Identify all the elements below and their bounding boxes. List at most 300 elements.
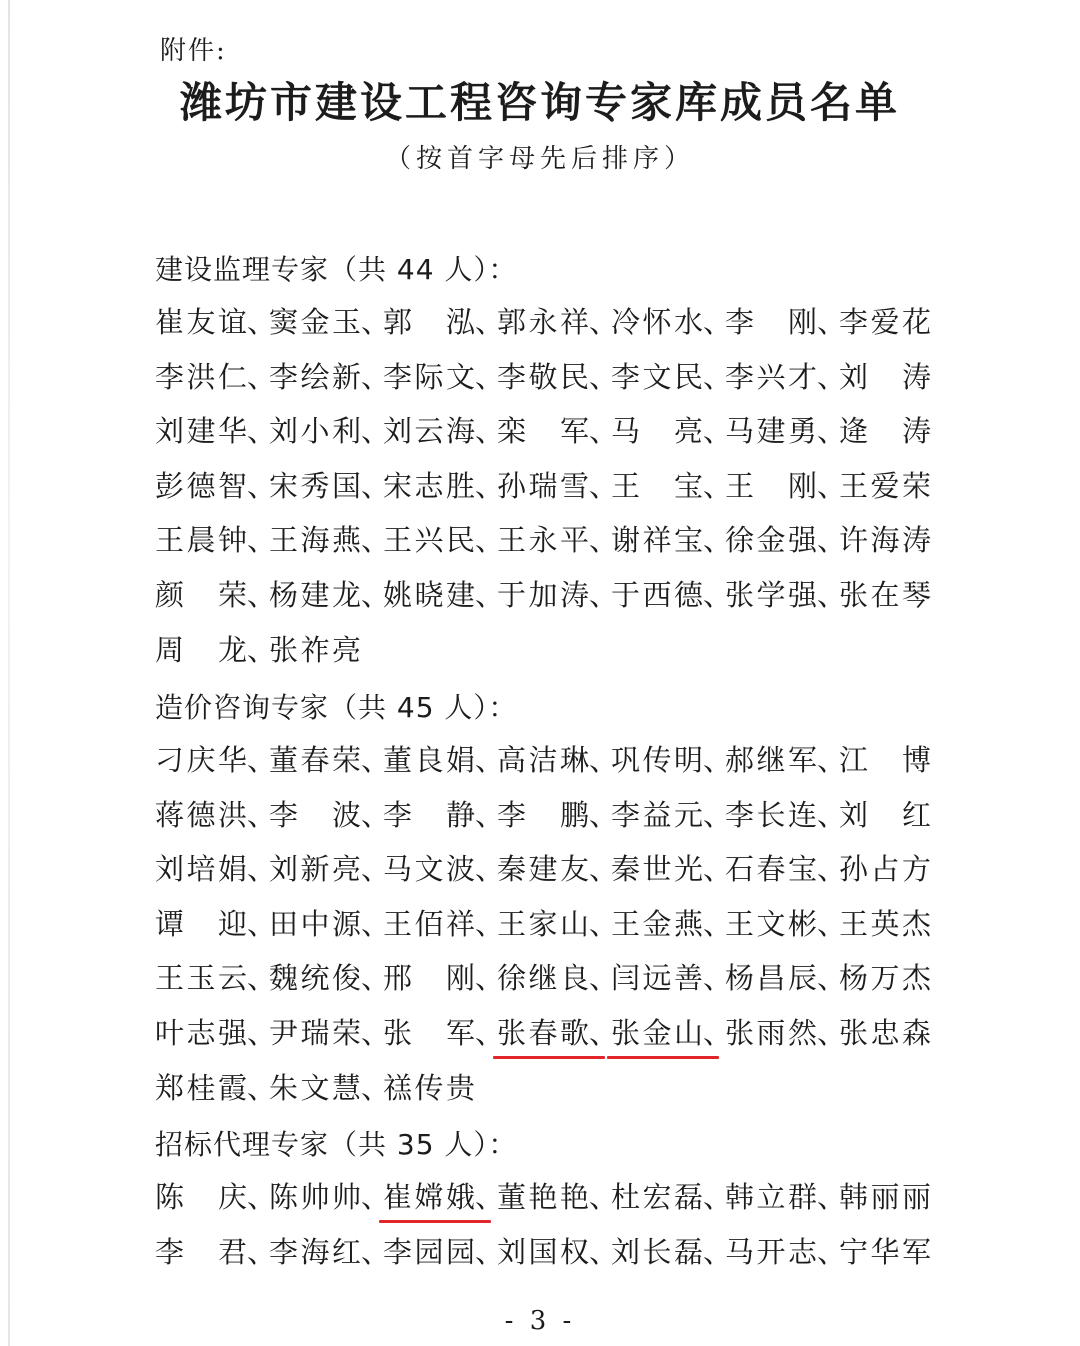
separator: 、 xyxy=(589,1234,619,1269)
expert-name-entry xyxy=(497,1232,619,1272)
separator: 、 xyxy=(817,468,847,503)
separator: 、 xyxy=(589,414,619,449)
expert-name: 马开志 xyxy=(725,1234,817,1269)
separator: 、 xyxy=(361,1180,391,1214)
expert-name-entry xyxy=(725,302,847,342)
red-underline-mark xyxy=(379,1220,491,1223)
expert-name-entry xyxy=(725,1013,847,1053)
separator: 、 xyxy=(475,1180,505,1214)
expert-name: 李绘新 xyxy=(269,359,361,394)
separator: 、 xyxy=(589,1180,619,1214)
expert-name-entry xyxy=(725,958,847,998)
separator: 、 xyxy=(475,305,505,339)
expert-name: 李静 xyxy=(383,797,475,832)
separator: 、 xyxy=(247,852,277,887)
separator: 、 xyxy=(361,1070,391,1105)
expert-name-entry xyxy=(155,849,277,889)
expert-name: 谢祥宝 xyxy=(611,523,703,558)
expert-name-entry xyxy=(497,411,619,451)
red-underline-mark xyxy=(607,1056,719,1059)
expert-name-entry xyxy=(839,575,953,615)
expert-name: 李文民 xyxy=(611,359,703,394)
expert-name: 李益元 xyxy=(611,797,703,832)
expert-name-entry xyxy=(383,958,505,998)
expert-name-entry xyxy=(383,1177,505,1217)
expert-name-entry xyxy=(611,411,733,451)
separator: 、 xyxy=(247,632,277,667)
separator: 、 xyxy=(817,578,847,612)
expert-name: 王永平 xyxy=(497,523,589,558)
expert-name-entry xyxy=(497,958,619,998)
separator: 、 xyxy=(817,1016,847,1050)
separator: 、 xyxy=(247,797,277,832)
expert-name: 王佰祥 xyxy=(383,906,475,941)
expert-name: 王家山 xyxy=(497,906,589,941)
expert-name: 张在琴 xyxy=(839,578,931,612)
separator: 、 xyxy=(817,414,847,449)
expert-name-entry xyxy=(611,904,733,944)
expert-name: 李爱花 xyxy=(839,305,931,339)
separator: 、 xyxy=(247,743,277,777)
expert-name: 韩丽丽 xyxy=(839,1180,931,1214)
separator: 、 xyxy=(817,1180,847,1214)
expert-name-entry xyxy=(611,1177,733,1217)
expert-name-entry xyxy=(383,575,505,615)
expert-name: 刘建华 xyxy=(155,414,247,449)
separator: 、 xyxy=(703,852,733,887)
expert-name-entry xyxy=(269,795,391,835)
expert-name-entry xyxy=(269,740,391,780)
expert-name: 张春歌 xyxy=(497,1016,589,1050)
expert-name: 刘新亮 xyxy=(269,852,361,887)
expert-name: 陈庆 xyxy=(155,1180,247,1214)
expert-name: 宁华军 xyxy=(839,1234,931,1269)
separator: 、 xyxy=(589,468,619,503)
expert-name: 董春荣 xyxy=(269,743,361,777)
expert-name: 巩传明 xyxy=(611,743,703,777)
expert-name-entry xyxy=(269,357,391,397)
expert-name-entry xyxy=(725,575,847,615)
expert-name-entry xyxy=(839,1013,953,1053)
expert-name: 崔友谊 xyxy=(155,305,247,339)
expert-name-entry xyxy=(497,904,619,944)
separator: 、 xyxy=(475,359,505,394)
separator: 、 xyxy=(817,743,847,777)
expert-name-entry xyxy=(383,795,505,835)
separator: 、 xyxy=(589,359,619,394)
expert-name: 徐金强 xyxy=(725,523,817,558)
expert-name: 张学强 xyxy=(725,578,817,612)
page-number: - 3 - xyxy=(504,1306,576,1336)
expert-name-entry xyxy=(611,302,733,342)
separator: 、 xyxy=(817,523,847,558)
separator: 、 xyxy=(817,1234,847,1269)
separator: 、 xyxy=(247,578,277,612)
expert-name: 许海涛 xyxy=(839,523,931,558)
expert-name: 魏统俊 xyxy=(269,961,361,996)
expert-name-entry xyxy=(155,520,277,560)
separator: 、 xyxy=(703,523,733,558)
expert-name-entry xyxy=(269,849,391,889)
expert-name: 崔嫦娥 xyxy=(383,1180,475,1214)
separator: 、 xyxy=(247,468,277,503)
separator: 、 xyxy=(361,468,391,503)
separator: 、 xyxy=(703,961,733,996)
separator: 、 xyxy=(247,523,277,558)
expert-name: 杨万杰 xyxy=(839,961,931,996)
expert-name-entry xyxy=(155,904,277,944)
expert-name-entry xyxy=(269,958,391,998)
expert-name-entry xyxy=(611,520,733,560)
expert-name-entry xyxy=(497,520,619,560)
expert-name: 石春宝 xyxy=(725,852,817,887)
expert-name-entry xyxy=(383,520,505,560)
expert-name: 刘红 xyxy=(839,797,931,832)
separator: 、 xyxy=(817,961,847,996)
expert-name: 宋志胜 xyxy=(383,468,475,503)
separator: 、 xyxy=(817,906,847,941)
separator: 、 xyxy=(703,906,733,941)
expert-name-entry xyxy=(269,575,391,615)
expert-name-entry xyxy=(383,466,505,506)
expert-name-entry xyxy=(839,466,953,506)
expert-name-entry xyxy=(725,520,847,560)
separator: 、 xyxy=(475,797,505,832)
expert-name: 刘云海 xyxy=(383,414,475,449)
separator: 、 xyxy=(589,961,619,996)
separator: 、 xyxy=(703,743,733,777)
expert-name-entry xyxy=(725,411,847,451)
expert-name-entry xyxy=(725,357,847,397)
expert-name: 宋秀国 xyxy=(269,468,361,503)
expert-name-entry xyxy=(269,1232,391,1272)
expert-name-entry xyxy=(611,795,733,835)
expert-name-entry xyxy=(383,740,505,780)
expert-name: 郭永祥 xyxy=(497,305,589,339)
expert-name: 王文彬 xyxy=(725,906,817,941)
separator: 、 xyxy=(475,1234,505,1269)
separator: 、 xyxy=(589,797,619,832)
separator: 、 xyxy=(475,414,505,449)
expert-name-entry xyxy=(611,849,733,889)
expert-name-entry xyxy=(269,1068,391,1108)
expert-name: 逄涛 xyxy=(839,414,931,449)
section-heading-cost-consulting: 造价咨询专家（共 45 人）： xyxy=(155,691,518,724)
expert-name: 刘小利 xyxy=(269,414,361,449)
expert-name: 谭迎 xyxy=(155,906,247,941)
expert-name: 孙瑞雪 xyxy=(497,468,589,503)
expert-name: 李波 xyxy=(269,797,361,832)
expert-name-entry xyxy=(497,575,619,615)
separator: 、 xyxy=(703,797,733,832)
separator: 、 xyxy=(589,305,619,339)
expert-name: 李兴才 xyxy=(725,359,817,394)
expert-name-entry xyxy=(611,466,733,506)
expert-name-entry xyxy=(497,1013,619,1053)
expert-name: 王海燕 xyxy=(269,523,361,558)
separator: 、 xyxy=(247,1234,277,1269)
expert-name: 秦世光 xyxy=(611,852,703,887)
expert-name-entry xyxy=(269,466,391,506)
separator: 、 xyxy=(247,961,277,996)
separator: 、 xyxy=(703,468,733,503)
expert-name: 王刚 xyxy=(725,468,817,503)
expert-name: 马文波 xyxy=(383,852,475,887)
expert-name: 禚传贵 xyxy=(383,1070,475,1105)
expert-name-entry xyxy=(725,795,847,835)
separator: 、 xyxy=(703,1016,733,1050)
expert-name: 冷怀水 xyxy=(611,305,703,339)
expert-name: 张雨然 xyxy=(725,1016,817,1050)
separator: 、 xyxy=(703,1234,733,1269)
expert-name-entry xyxy=(269,1013,391,1053)
expert-name-entry xyxy=(497,740,619,780)
expert-name: 李园园 xyxy=(383,1234,475,1269)
expert-name: 江博 xyxy=(839,743,931,777)
expert-name-entry xyxy=(611,958,733,998)
expert-name: 王金燕 xyxy=(611,906,703,941)
separator: 、 xyxy=(817,359,847,394)
expert-name: 李洪仁 xyxy=(155,359,247,394)
expert-name: 杨建龙 xyxy=(269,578,361,612)
expert-name-entry xyxy=(383,1013,505,1053)
separator: 、 xyxy=(475,852,505,887)
expert-name-entry xyxy=(611,357,733,397)
expert-name: 刁庆华 xyxy=(155,743,247,777)
separator: 、 xyxy=(361,523,391,558)
expert-name: 于西德 xyxy=(611,578,703,612)
expert-name-entry xyxy=(839,904,953,944)
expert-name-entry xyxy=(269,520,391,560)
expert-name-entry xyxy=(725,740,847,780)
separator: 、 xyxy=(817,305,847,339)
expert-name: 马亮 xyxy=(611,414,703,449)
expert-name: 郭泓 xyxy=(383,305,475,339)
expert-name-entry xyxy=(383,849,505,889)
expert-name-entry xyxy=(155,357,277,397)
expert-name-entry xyxy=(269,630,383,670)
expert-name-entry xyxy=(497,1177,619,1217)
expert-name: 刘国权 xyxy=(497,1234,589,1269)
expert-name-entry xyxy=(839,302,953,342)
separator: 、 xyxy=(361,305,391,339)
expert-name-entry xyxy=(839,1177,953,1217)
expert-name: 李鹏 xyxy=(497,797,589,832)
expert-name: 董艳艳 xyxy=(497,1180,589,1214)
separator: 、 xyxy=(247,1070,277,1105)
expert-name: 尹瑞荣 xyxy=(269,1016,361,1050)
expert-name: 田中源 xyxy=(269,906,361,941)
separator: 、 xyxy=(475,906,505,941)
expert-name-entry xyxy=(497,466,619,506)
expert-name-entry xyxy=(839,849,953,889)
expert-name-entry xyxy=(611,740,733,780)
expert-name: 张军 xyxy=(383,1016,475,1050)
expert-name: 窦金玉 xyxy=(269,305,361,339)
expert-name-entry xyxy=(155,466,277,506)
expert-name: 王宝 xyxy=(611,468,703,503)
section-heading-supervision: 建设监理专家（共 44 人）： xyxy=(155,253,518,286)
separator: 、 xyxy=(247,414,277,449)
separator: 、 xyxy=(703,359,733,394)
expert-name: 刘长磊 xyxy=(611,1234,703,1269)
expert-name-entry xyxy=(839,520,953,560)
red-underline-mark xyxy=(493,1056,605,1059)
expert-name: 李海红 xyxy=(269,1234,361,1269)
separator: 、 xyxy=(475,523,505,558)
expert-name: 王爱荣 xyxy=(839,468,931,503)
separator: 、 xyxy=(361,414,391,449)
separator: 、 xyxy=(589,852,619,887)
section-heading-bidding-agency: 招标代理专家（共 35 人）： xyxy=(155,1128,518,1161)
expert-name: 邢刚 xyxy=(383,961,475,996)
expert-name: 刘培娟 xyxy=(155,852,247,887)
expert-name: 郝继军 xyxy=(725,743,817,777)
expert-name: 张金山 xyxy=(611,1016,703,1050)
separator: 、 xyxy=(361,1234,391,1269)
expert-name-entry xyxy=(155,302,277,342)
expert-name-entry xyxy=(839,411,953,451)
page-subtitle: （按首字母先后排序） xyxy=(384,144,695,174)
separator: 、 xyxy=(247,1016,277,1050)
separator: 、 xyxy=(589,743,619,777)
expert-name: 徐继良 xyxy=(497,961,589,996)
separator: 、 xyxy=(817,852,847,887)
expert-name: 张忠森 xyxy=(839,1016,931,1050)
expert-name-entry xyxy=(155,958,277,998)
separator: 、 xyxy=(589,578,619,612)
expert-name-entry xyxy=(269,411,391,451)
expert-name-entry xyxy=(155,795,277,835)
separator: 、 xyxy=(475,468,505,503)
expert-name-entry xyxy=(497,795,619,835)
expert-name-entry xyxy=(839,795,953,835)
separator: 、 xyxy=(361,906,391,941)
separator: 、 xyxy=(361,797,391,832)
expert-name-entry xyxy=(497,302,619,342)
expert-name: 闫远善 xyxy=(611,961,703,996)
expert-name: 韩立群 xyxy=(725,1180,817,1214)
expert-name-entry xyxy=(725,1177,847,1217)
separator: 、 xyxy=(361,743,391,777)
separator: 、 xyxy=(361,359,391,394)
separator: 、 xyxy=(361,578,391,612)
separator: 、 xyxy=(703,414,733,449)
separator: 、 xyxy=(361,852,391,887)
expert-name: 叶志强 xyxy=(155,1016,247,1050)
expert-name: 栾军 xyxy=(497,414,589,449)
separator: 、 xyxy=(703,578,733,612)
expert-name: 董良娟 xyxy=(383,743,475,777)
expert-name-entry xyxy=(497,357,619,397)
expert-name-entry xyxy=(155,575,277,615)
separator: 、 xyxy=(247,906,277,941)
separator: 、 xyxy=(247,359,277,394)
expert-name-entry xyxy=(611,575,733,615)
expert-name-entry xyxy=(383,904,505,944)
separator: 、 xyxy=(247,1180,277,1214)
expert-name: 王兴民 xyxy=(383,523,475,558)
expert-name-entry xyxy=(155,1232,277,1272)
expert-name: 张祚亮 xyxy=(269,632,361,667)
expert-name-entry xyxy=(155,1013,277,1053)
expert-name-entry xyxy=(497,849,619,889)
separator: 、 xyxy=(361,961,391,996)
expert-name: 蒋德洪 xyxy=(155,797,247,832)
expert-name-entry xyxy=(839,958,953,998)
expert-name: 高洁琳 xyxy=(497,743,589,777)
expert-name-entry xyxy=(155,1068,277,1108)
page-title: 潍坊市建设工程咨询专家库成员名单 xyxy=(179,78,900,127)
separator: 、 xyxy=(475,961,505,996)
expert-name-entry xyxy=(269,302,391,342)
expert-name-entry xyxy=(725,849,847,889)
expert-name-entry xyxy=(839,740,953,780)
expert-name-entry xyxy=(611,1013,733,1053)
expert-name: 孙占方 xyxy=(839,852,931,887)
expert-name: 颜荣 xyxy=(155,578,247,612)
expert-name: 李际文 xyxy=(383,359,475,394)
separator: 、 xyxy=(703,305,733,339)
expert-name-entry xyxy=(383,1068,497,1108)
expert-name: 秦建友 xyxy=(497,852,589,887)
expert-name: 刘涛 xyxy=(839,359,931,394)
expert-name-entry xyxy=(383,1232,505,1272)
expert-name: 朱文慧 xyxy=(269,1070,361,1105)
expert-name-entry xyxy=(383,302,505,342)
expert-name-entry xyxy=(725,466,847,506)
expert-name: 杜宏磊 xyxy=(611,1180,703,1214)
expert-name-entry xyxy=(725,1232,847,1272)
expert-name: 周龙 xyxy=(155,632,247,667)
expert-name-entry xyxy=(155,630,277,670)
separator: 、 xyxy=(589,1016,619,1050)
expert-name-entry xyxy=(839,357,953,397)
separator: 、 xyxy=(475,1016,505,1050)
expert-name-entry xyxy=(155,411,277,451)
expert-name: 于加涛 xyxy=(497,578,589,612)
expert-name: 姚晓建 xyxy=(383,578,475,612)
scan-edge xyxy=(8,0,10,1346)
expert-name-entry xyxy=(155,740,277,780)
expert-name-entry xyxy=(611,1232,733,1272)
expert-name-entry xyxy=(839,1232,953,1272)
expert-name-entry xyxy=(383,411,505,451)
separator: 、 xyxy=(475,578,505,612)
expert-name: 杨昌辰 xyxy=(725,961,817,996)
expert-name: 李君 xyxy=(155,1234,247,1269)
expert-name: 王晨钟 xyxy=(155,523,247,558)
expert-name-entry xyxy=(269,904,391,944)
separator: 、 xyxy=(361,1016,391,1050)
expert-name: 李长连 xyxy=(725,797,817,832)
expert-name: 李刚 xyxy=(725,305,817,339)
expert-name: 彭德智 xyxy=(155,468,247,503)
expert-name: 王英杰 xyxy=(839,906,931,941)
separator: 、 xyxy=(589,906,619,941)
expert-name-entry xyxy=(155,1177,277,1217)
separator: 、 xyxy=(817,797,847,832)
separator: 、 xyxy=(475,743,505,777)
expert-name: 王玉云 xyxy=(155,961,247,996)
separator: 、 xyxy=(247,305,277,339)
expert-name-entry xyxy=(383,357,505,397)
separator: 、 xyxy=(589,523,619,558)
expert-name: 马建勇 xyxy=(725,414,817,449)
expert-name-entry xyxy=(725,904,847,944)
expert-name-entry xyxy=(269,1177,391,1217)
expert-name: 郑桂霞 xyxy=(155,1070,247,1105)
